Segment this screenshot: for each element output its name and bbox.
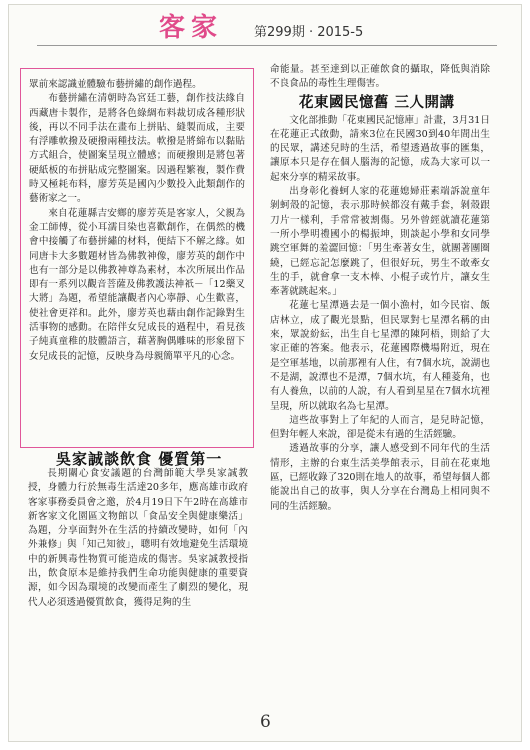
paragraph: 來自花蓮縣吉安鄉的廖芳英是客家人，父親為金工師傅，從小耳濡目染也喜歡創作，在偶然的機會中接觸了布藝拼繡的材料，便結下不解之緣。如同唐卡大多數題材皆為佛教神像，廖芳英的創作中也有一部分是以佛教神尊為素材，本次所展出作品即有一系列以觀音菩薩及佛教護法神祇－「12藥叉大將」為題，希望能讓觀者內心寧靜、心生歡喜，使社會更祥和。此外，廖芳英也藉由創作記錄對生活事物的感動。在陪伴女兒成長的過程中，看見孩子純真童稚的肢體語言，藉著胸偶雕味的形象留下女兒成長的記憶，反映身為母親簡單平凡的心念。 [29, 207, 245, 362]
paragraph: 布藝拼繡在清朝時為宮廷工藝，創作技法緣自西藏唐卡製作，是將各色綠綢布料裁切成各種形狀後，再以不同手法在畫布上拼貼、縫製而成，主要有浮雕軟撥及硬撥兩種技法。軟撥是將綿布以黏貼方式組合，使圖案呈現立體感；而硬撥則是將包著硬紙板的布拼貼成完整圖案。因過程繁複，製作費時又極耗布料，廖芳英是國內少數投入此類創作的藝術家之一。 [29, 93, 245, 205]
publication-logo: 客家 [159, 13, 224, 43]
issue-info: 第299期 · 2015-5 [254, 25, 364, 40]
paragraph: 眾前來認識並體驗布藝拼繡的創作過程。 [29, 79, 202, 90]
paragraph: 這些故事對上了年紀的人而言，是兒時記憶，但對年輕人來說，卻是從未有過的生活經驗。 [270, 414, 490, 441]
article-headline-diet: 吳家誠談飲食 優質第一 [56, 450, 223, 468]
paragraph: 出身彰化養蚵人家的花蓮媳婦莊素端訴說童年剝蚵殼的記憶，表示那時候都沒有戴手套，剝殼跟刀片一樣利，手常常被割傷。另外曾經就讀花蓮第一所小學明禮國小的楊振坤，則談起小學和女同學跳空軍舞的羞澀回憶：「男生牽著女生，就團著團圈繞，已經忘記怎麼跳了，但很好玩，男生不敢牽女生的手，就會拿一支木棒、小棍子或竹片，讓女生牽著就跳起來。」 [270, 186, 490, 298]
article-body-diet [28, 467, 248, 610]
right-column [270, 63, 490, 514]
boxed-article-body [29, 78, 245, 364]
paragraph: 長期關心食安議題的台灣師範大學吳家誠教授，身體力行於無毒生活達20多年，應高雄市政府客家事務委員會之邀，於4月19日下午2時在高雄市新客家文化園區文物館以「食品安全與健康樂活」為題，分享面對外在生活的持續改變時，如何「內外兼修」與「知己知彼」，聰明有效地避免生活環境中的新興毒性物質可能造成的傷害。吳家誠教授指出，飲食原本是維持我們生命功能與健康的重要資源，如今因為環境的改變而產生了劇烈的變化，現代人必須透過優質飲食，獲得足夠的生 [28, 468, 248, 608]
paragraph: 文化部推動「花東國民記憶庫」計畫，3月31日在花蓮正式啟動，請來3位在民國30到40年間出生的民眾，講述兒時的生活，希望透過故事的匯集，讓原本只是存在個人腦海的記憶，成為大家可以一起來分享的精采故事。 [270, 114, 490, 183]
masthead [9, 13, 521, 43]
paragraph: 透過故事的分享，讓人感受到不同年代的生活情形，主辦的台東生活美學館表示，目前在花東地區，已經收錄了320則在地人的故事，希望每個人都能說出自己的故事，與人分享在台灣島上相同與不同的生活經驗。 [270, 443, 490, 512]
article-headline-memories: 花東國民憶舊 三人開講 [299, 93, 455, 111]
boxed-article [20, 68, 254, 448]
page-number: 6 [260, 712, 271, 732]
header-divider [37, 45, 497, 46]
paragraph: 命能量。甚至達到以正確飲食的攝取，降低與消除不良食品的毒性生理傷害。 [270, 64, 490, 90]
paragraph: 花蓮七星潭過去是一個小漁村，如今民宿、飯店林立，成了觀光景點，但民眾對七星潭名稱的由來，眾說紛紜，出生自七星潭的陳阿梧，則給了大家正確的答案。他表示，花蓮國際機場附近，現在是空軍基地，以前那裡有人住，有7個水坑，說湖也不是湖，說潭也不是潭，7個水坑，有人種菱角，也有人養魚，以前的人說，有人看到星星在7個水坑裡呈現，所以就取名為七星潭。 [270, 300, 490, 412]
